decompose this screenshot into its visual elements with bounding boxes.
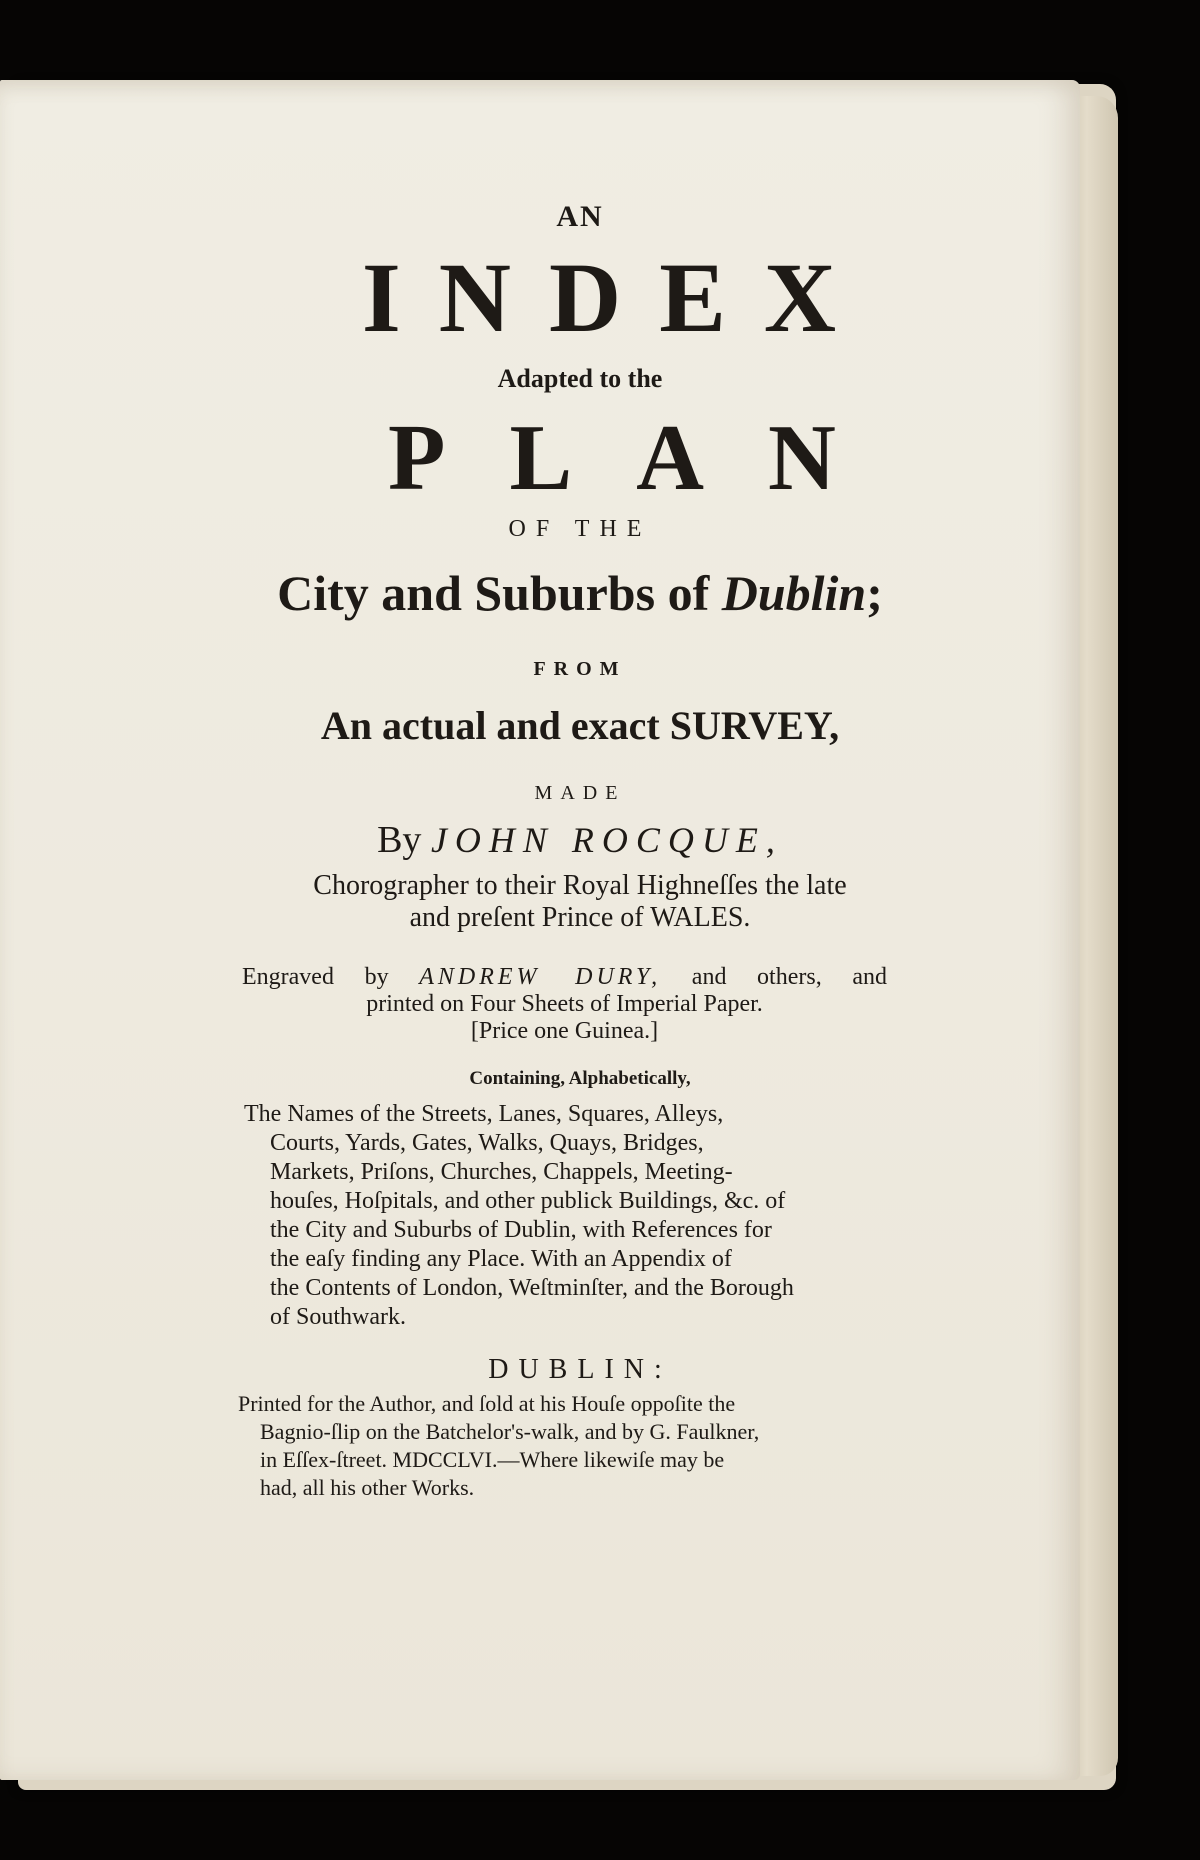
imprint-line: in Eſſex-ſtreet. MDCCLVI.—Where likewiſe may be (260, 1447, 725, 1472)
engraved-suffix: and others, and (661, 964, 887, 990)
contents-line: the City and Suburbs of Dublin, with References for (270, 1217, 772, 1243)
imprint-line: Bagnio-ſlip on the Batchelor's-walk, and by G. Faulkner, (260, 1419, 760, 1444)
imprint-line: Printed for the Author, and ſold at his Houſe oppoſite the (238, 1391, 736, 1416)
chorographer-line-1: Chorographer to their Royal Highneſſes the late (313, 870, 847, 901)
contents-line: the eaſy finding any Place. With an Appendix of (270, 1246, 732, 1272)
city-suffix: ; (866, 565, 883, 621)
contents-line: of Southwark. (270, 1304, 406, 1330)
chorographer-line-2: and preſent Prince of WALES. (409, 902, 751, 933)
title-index: INDEX (361, 242, 875, 353)
contents-line: Markets, Priſons, Churches, Chappels, Meeting- (270, 1159, 733, 1185)
printed-line: printed on Four Sheets of Imperial Paper. (366, 991, 763, 1017)
contents-line: houſes, Hoſpitals, and other publick Buildings, &c. of (270, 1188, 786, 1214)
imprint-place: DUBLIN: (488, 1354, 672, 1385)
price-line: [Price one Guinea.] (470, 1018, 659, 1044)
city-name: Dublin (721, 565, 867, 621)
engraved-line (242, 964, 887, 991)
author-name: JOHN ROCQUE, (430, 820, 783, 860)
engraver-name: ANDREW DURY, (419, 964, 662, 990)
containing-heading: Containing, Alphabetically, (469, 1068, 691, 1089)
title-made: MADE (534, 782, 626, 804)
engraved-prefix: Engraved by (242, 964, 420, 990)
title-an: AN (556, 200, 604, 233)
imprint-paragraph (238, 1390, 880, 1502)
title-adapted: Adapted to the (497, 364, 663, 393)
imprint-line: had, all his other Works. (260, 1475, 475, 1500)
title-plan: PLAN (388, 406, 900, 510)
contents-line: The Names of the Streets, Lanes, Squares, Alleys, (244, 1101, 724, 1127)
contents-line: Courts, Yards, Gates, Walks, Quays, Bridges, (270, 1130, 704, 1156)
by-prefix: By (377, 819, 431, 861)
contents-line: the Contents of London, Weſtminſter, and the Borough (270, 1275, 794, 1301)
title-city (0, 564, 1160, 622)
contents-paragraph (244, 1100, 884, 1332)
title-of-the: OF THE (508, 516, 652, 542)
city-prefix: City and Suburbs of (277, 565, 722, 621)
title-from: FROM (533, 658, 627, 680)
title-survey: An actual and exact SURVEY, (320, 703, 840, 748)
title-by-author (0, 818, 1160, 862)
